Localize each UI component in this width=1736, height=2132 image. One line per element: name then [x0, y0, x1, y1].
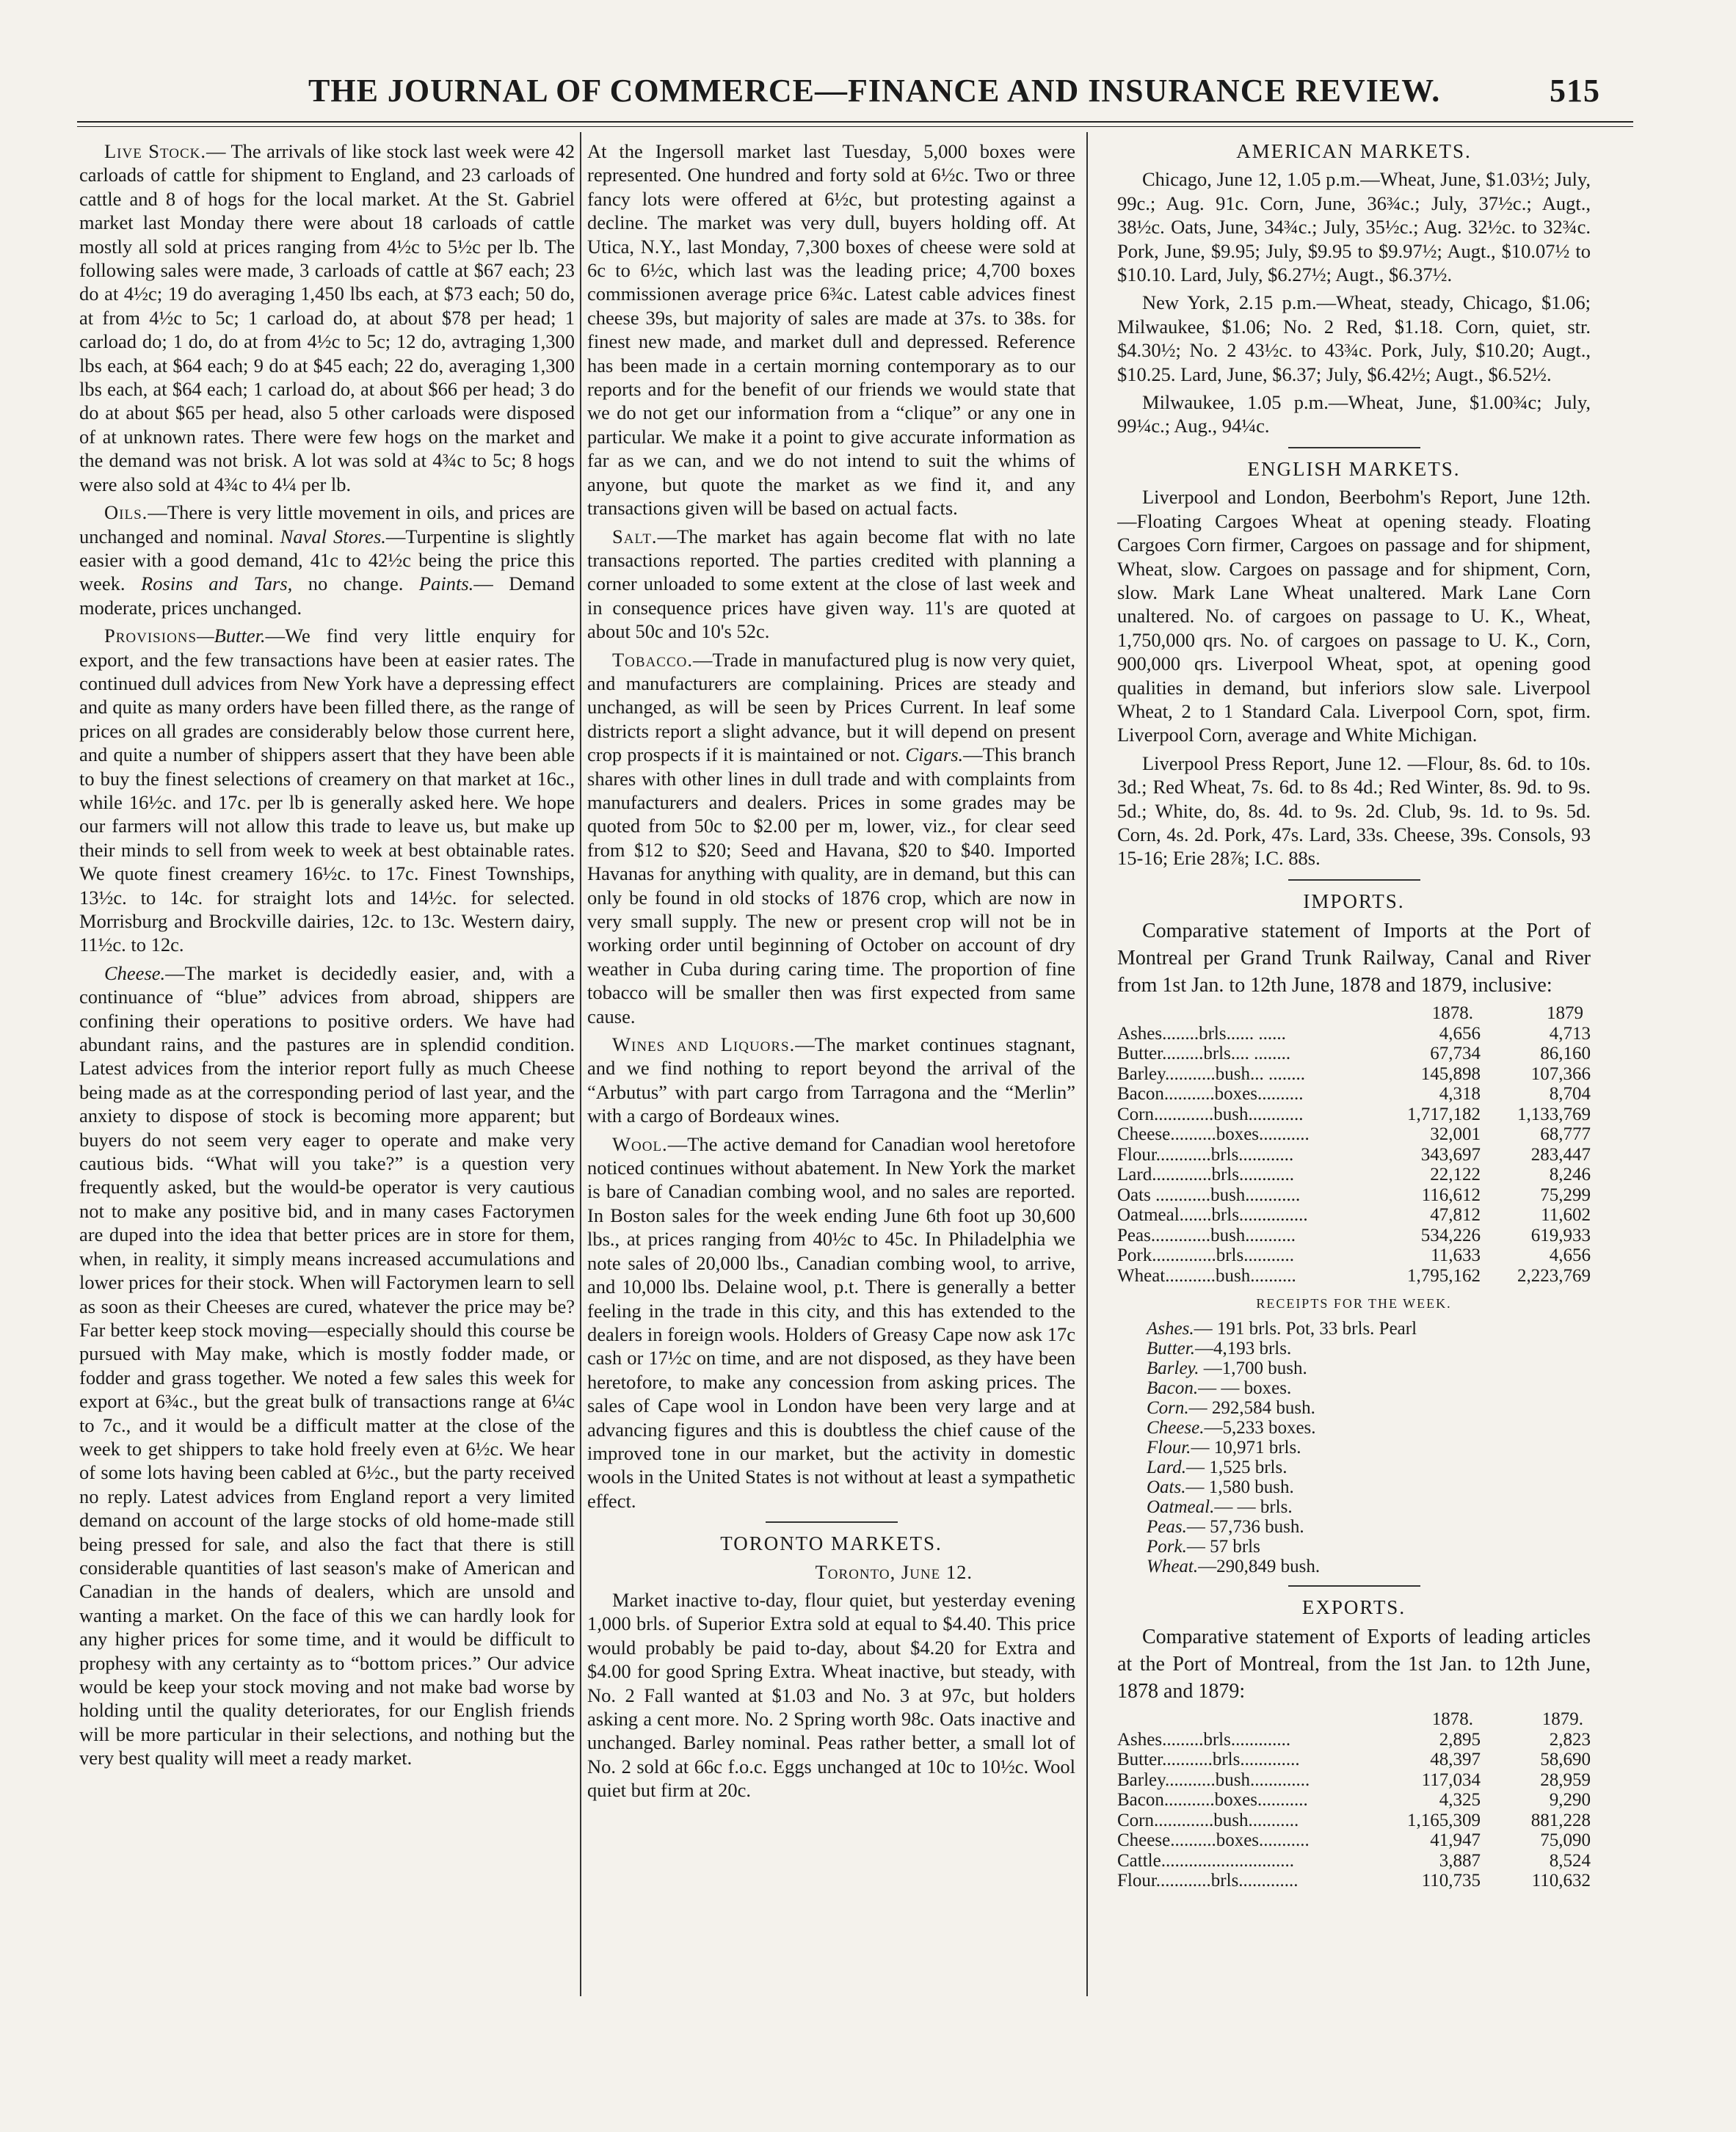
- row-value: 48,397: [1430, 1750, 1481, 1769]
- receipts-list: [1117, 1319, 1591, 1576]
- receipt-label: Flour.: [1147, 1437, 1191, 1458]
- paints-text: — Demand moderate, prices unchanged.: [79, 572, 575, 619]
- row-value: 8,246: [1549, 1165, 1591, 1185]
- receipt-text: — 292,584 bush.: [1188, 1397, 1315, 1418]
- row-value: 116,612: [1421, 1185, 1481, 1205]
- year-header: 1879: [1547, 1003, 1583, 1024]
- toronto-dateline: Toronto, June 12.: [815, 1560, 973, 1583]
- row-value: 117,034: [1421, 1769, 1481, 1790]
- receipt-item: [1147, 1438, 1591, 1458]
- row-label: Ashes........brls...... ......: [1117, 1023, 1286, 1044]
- column-divider-2: [1086, 132, 1088, 1996]
- wines-label: Wines and Liquors.: [612, 1033, 796, 1056]
- imports-intro: Comparative statement of Imports at the Port of Montreal per Grand Trunk Railway, Canal and River from 1st Jan. to 12th June, 1878 and 1879, inclusive:: [1117, 920, 1591, 997]
- row-value: 1,165,309: [1407, 1810, 1481, 1830]
- row-label: Pork..............brls...........: [1117, 1245, 1294, 1266]
- naval-stores-text: —Turpentine is slightly easier with a good demand, 41c to 42½c being the price this week.: [79, 525, 575, 595]
- receipt-text: — 1,525 brls.: [1185, 1457, 1288, 1477]
- table-row: [1117, 1811, 1591, 1831]
- exports-header-row: [1117, 1709, 1591, 1730]
- table-row: [1117, 1226, 1591, 1246]
- table-row: [1117, 1145, 1591, 1165]
- receipt-label: Oatmeal.: [1147, 1496, 1215, 1517]
- receipt-label: Bacon.: [1147, 1378, 1199, 1398]
- table-row: [1117, 1165, 1591, 1185]
- receipt-label: Butter.: [1147, 1338, 1195, 1358]
- receipt-text: — 1,580 bush.: [1185, 1477, 1294, 1497]
- table-row: [1117, 1851, 1591, 1871]
- row-label: Bacon...........boxes...........: [1117, 1790, 1308, 1810]
- year-header: 1878.: [1431, 1003, 1473, 1024]
- cigars-label: Cigars.: [905, 743, 964, 766]
- column-divider-1: [580, 132, 581, 1996]
- american-heading: AMERICAN MARKETS.: [1236, 140, 1472, 162]
- chicago-paragraph: Chicago, June 12, 1.05 p.m.—Wheat, June, $1.03½; July, 99c.; Aug. 91c. Corn, June, 36¾c.; July, 37½c.; Augt., 38½c. Oats, June, 34¾c.; July, 35½c.; Aug. 32½c. to 32¾c. Pork, June, $9.95; July, $9.95 to $9.97½; Augt., $10.07½ to $10.10. Lard, July, $6.27½; Augt., $6.37½.: [1117, 168, 1591, 286]
- running-head: [132, 72, 1600, 116]
- receipt-label: Barley.: [1147, 1358, 1199, 1378]
- imports-table: [1117, 1003, 1591, 1286]
- receipt-text: — 10,971 brls.: [1191, 1437, 1301, 1458]
- wool-paragraph: [587, 1132, 1075, 1513]
- row-label: Corn.............bush............: [1117, 1104, 1304, 1124]
- row-value: 283,447: [1530, 1144, 1591, 1165]
- row-label: Wheat...........bush..........: [1117, 1265, 1296, 1286]
- table-row: [1117, 1024, 1591, 1044]
- row-value: 110,735: [1421, 1871, 1481, 1891]
- wool-text: —The active demand for Canadian wool heretofore noticed continues without abatement. In New York the market is bare of Canadian combing wool, and no sales are reported. In Boston sales for the week ending June 6th foot up 30,600 lbs., at prices ranging from 40½c to 45c. In Philadelphia we note sales of 20,000 lbs., Canadian combing wool, to arrive, and 10,000 lbs. Delaine wool, p.t. There is generally a better feeling in the trade in this city, and this has extended to the dealers in foreign wools. Holders of Greasy Cape now ask 17c cash or 17½c on time, and are not disposed, as they have been heretofore, to make any concession from asking prices. The sales of Cape wool in London have been very large and at advancing figures and this is doubtless the chief cause of the improved tone in our market, but the activity in domestic wools in the United States is not without at least a sympathetic effect.: [587, 1132, 1075, 1512]
- section-rule: [1288, 1585, 1420, 1587]
- table-row: [1117, 1790, 1591, 1811]
- table-row: [1117, 1124, 1591, 1145]
- row-value: 86,160: [1540, 1044, 1591, 1064]
- rosins-text: no change.: [292, 572, 404, 595]
- receipt-item: [1147, 1358, 1591, 1378]
- english-paragraph-2: Liverpool Press Report, June 12. —Flour, 8s. 6d. to 10s. 3d.; Red Wheat, 7s. 6d. to 8s 4d.; Red Winter, 8s. 9d. to 9s. 5d.; White, do, 8s. 4d. to 9s. 2d. Club, 9s. 1d. to 9s. 5d. Corn, 4s. 2d. Pork, 47s. Lard, 33s. Cheese, 39s. Consols, 93 15-16; Erie 28⅞; I.C. 88s.: [1117, 752, 1591, 870]
- row-label: Peas.............bush...........: [1117, 1225, 1296, 1245]
- receipt-label: Peas.: [1147, 1516, 1187, 1537]
- receipt-item: [1147, 1398, 1591, 1418]
- receipt-item: [1147, 1537, 1591, 1557]
- receipts-heading: RECEIPTS FOR THE WEEK.: [1256, 1296, 1452, 1311]
- receipt-text: — 57 brls: [1186, 1536, 1260, 1557]
- paints-label: Paints.: [418, 572, 474, 595]
- wines-paragraph: [587, 1033, 1075, 1128]
- row-value: 8,524: [1549, 1850, 1591, 1871]
- toronto-paragraph: Market inactive to-day, flour quiet, but yesterday evening 1,000 brls. of Superior Extra sold at equal to $4.40. This price would probably be paid to-day, about $4.20 for Extra and $4.00 for good Spring Extra. Wheat inactive, but steady, with No. 2 Fall wanted at $1.03 and No. 3 at 97c, but holders asking a cent more. No. 2 Spring worth 98c. Oats inactive and unchanged. Barley nominal. Peas rather better, a small lot of No. 2 sold at 66c f.o.c. Eggs unchanged at 10c to 10½c. Wool quiet but firm at 20c.: [587, 1588, 1075, 1802]
- live-stock-text: — The arrivals of like stock last week were 42 carloads of cattle for shipment to England, and 23 carloads of cattle and 8 of hogs for the local market. At the St. Gabriel market last Monday there were about 18 carloads of cattle mostly all sold at prices ranging from 4½c to 5½c per lb. The following sales were made, 3 carloads of cattle at $67 each; 23 do at 4½c; 19 do averaging 1,450 lbs each, at $73 each; 50 do, at from 4½c to 5c; 1 carload do, at about $78 per head; 1 carload do; 1 do, do at from 4½c to 5c; 12 do, avtraging 1,300 lbs each, at $64 each; 9 do at $45 each; 22 do, averaging 1,300 lbs each, at $64 each; 1 carload do, at about $66 per head; 3 do do at about $65 per head, also 5 other carloads were disposed of at unknown rates. There were few hogs on the market and the demand was not brisk. A lot was sold at 4¾c to 5c; 8 hogs were also sold at 4¾c to 4¼ per lb.: [79, 140, 575, 495]
- row-label: Cattle.............................: [1117, 1850, 1294, 1871]
- receipt-text: — — boxes.: [1198, 1378, 1292, 1398]
- row-label: Flour............brls............: [1117, 1144, 1294, 1165]
- salt-paragraph: [587, 525, 1075, 644]
- toronto-heading: TORONTO MARKETS.: [720, 1532, 943, 1555]
- row-value: 28,959: [1540, 1769, 1591, 1790]
- oils-text: —There is very little movement in oils, and prices are unchanged and nominal.: [79, 501, 575, 547]
- live-stock-paragraph: [79, 139, 575, 496]
- row-label: Bacon...........boxes..........: [1117, 1084, 1304, 1105]
- table-row: [1117, 1245, 1591, 1266]
- wool-label: Wool.: [612, 1132, 668, 1155]
- live-stock-label: Live Stock.: [104, 140, 207, 162]
- cheese-paragraph: [79, 961, 575, 1770]
- middle-column: [587, 139, 1075, 2018]
- header-rule-thin: [77, 126, 1633, 127]
- receipt-label: Pork.: [1147, 1536, 1187, 1557]
- salt-label: Salt.: [612, 525, 658, 547]
- english-paragraph-1: Liverpool and London, Beerbohm's Report, June 12th. —Floating Cargoes Wheat at opening steady. Floating Cargoes Corn firmer, Cargoes on passage and for shipment, Wheat, slow. Cargoes on passage and for shipment, Corn, slow. Mark Lane Wheat unaltered. Mark Lane Corn unaltered. No. of cargoes on passage to U. K., Wheat, 1,750,000 qrs. No. of cargoes on passage to U. K., Corn, 900,000 qrs. Liverpool Wheat, spot, at opening good qualities in demand, but inferiors slow sale. Liverpool Wheat, 2 to 1 Standard Cala. Liverpool Corn, spot, firm. Liverpool Corn, average and White Michigan.: [1117, 486, 1591, 746]
- journal-title: THE JOURNAL OF COMMERCE—FINANCE AND INSURANCE REVIEW.: [308, 73, 1441, 109]
- row-value: 47,812: [1430, 1205, 1481, 1226]
- cheese-text: —The market is decidedly easier, and, with a continuance of “blue” advices from abroad, shippers are confining their operations to positive orders. We have had abundant rains, and the pastures are in splendid condition. Latest advices from the interior report fully as much Cheese being made as at the corresponding period of last year, and the anxiety to dispose of stock is becoming more apparent; but buyers do not seem very eager to operate and make very cautious bids. “What will you take?” is a question very frequently asked, but the would-be operator is very cautious not to make any positive bid, and in many cases Factorymen are duped into the idea that better prices are in store for them, when, in reality, it simply means increased accumulations and lower prices for their stock. When will Factorymen learn to sell as soon as their Cheeses are cured, whatever the price may be? Far better keep stock moving—especially should this course be pursued with May make, which is mostly fodder made, or fodder and grass together. We noted a few sales this week for export at 6¾c., but the great bulk of transactions range at 6¼c to 7c., and it would be a difficult matter at the close of the week to get shippers to take hold freely even at 6½c. We hear of some lots having been cabled at 6½c., but the party received no reply. Latest advices from England report a very limited demand on account of the large stocks of old home-made still being pressed for sale, and also the fact that there is still considerable quantities of last season's make of American and Canadian in the hands of dealers, which are unsold and wanting a market. On the face of this we can hardly look for any higher prices for some time, and it would be difficult to prophesy with any certainty as to “bottom prices.” Our advice would be keep your stock moving and not make bad worse by holding until the quality deteriorates, for our English friends will be more particular in their selections, and nothing but the very best quality will meet a ready market.: [79, 961, 575, 1769]
- row-value: 75,299: [1540, 1185, 1591, 1205]
- row-value: 534,226: [1420, 1225, 1481, 1245]
- table-row: [1117, 1871, 1591, 1891]
- row-value: 619,933: [1530, 1225, 1591, 1245]
- naval-stores-label: Naval Stores.: [280, 525, 386, 547]
- receipt-item: [1147, 1458, 1591, 1477]
- receipt-text: — — brls.: [1214, 1496, 1293, 1517]
- receipt-item: [1147, 1319, 1591, 1339]
- row-value: 4,656: [1439, 1023, 1481, 1044]
- wines-text: —The market continues stagnant, and we find nothing to report beyond the arrival of the “Arbutus” with part cargo from Tarragona and the “Merlin” with a cargo of Bordeaux wines.: [587, 1033, 1075, 1127]
- row-value: 4,713: [1549, 1023, 1591, 1044]
- row-value: 9,290: [1549, 1790, 1591, 1810]
- row-label: Lard.............brls............: [1117, 1165, 1294, 1185]
- receipt-text: —4,193 brls.: [1194, 1338, 1292, 1358]
- table-row: [1117, 1105, 1591, 1125]
- row-value: 110,632: [1531, 1871, 1591, 1891]
- imports-heading: IMPORTS.: [1303, 889, 1405, 912]
- row-value: 343,697: [1420, 1144, 1481, 1165]
- oils-paragraph: [79, 501, 575, 619]
- row-value: 41,947: [1430, 1830, 1481, 1850]
- receipt-item: [1147, 1477, 1591, 1497]
- section-rule: [1288, 447, 1420, 448]
- year-header: 1878.: [1431, 1709, 1473, 1729]
- cheese-label: Cheese.: [104, 961, 166, 984]
- header-rule-thick: [77, 121, 1633, 123]
- row-value: 2,895: [1439, 1729, 1481, 1750]
- tobacco-paragraph: [587, 648, 1075, 1029]
- receipt-label: Oats.: [1147, 1477, 1186, 1497]
- row-value: 11,602: [1541, 1205, 1591, 1226]
- provisions-paragraph: [79, 624, 575, 957]
- table-row: [1117, 1185, 1591, 1206]
- table-row: [1117, 1830, 1591, 1851]
- row-label: Butter...........brls.............: [1117, 1750, 1300, 1769]
- row-value: 881,228: [1530, 1810, 1591, 1830]
- row-value: 4,656: [1549, 1245, 1591, 1266]
- row-value: 145,898: [1420, 1063, 1481, 1084]
- receipt-text: —1,700 bush.: [1199, 1358, 1307, 1378]
- provisions-text: —We find very little enquiry for export, and the few transactions have been at easier rates. The continued dull advices from New York have a depressing effect and quite as many orders have been filled there, as the range of prices on all grades are considerably below those current here, and quite a number of shippers assert that they have been able to buy the finest selections of creamery on that market at 16c., while 16½c. and 17c. per lb is generally asked here. We hope our farmers will not allow this trade to leave us, but make up their minds to sell from week to week at best obtainable rates. We quote finest creamery 16½c. to 17c. Finest Townships, 13½c. to 14c. for straight lots and 14½c. for selected. Morrisburg and Brockville dairies, 12c. to 13c. Western dairy, 11½c. to 12c.: [79, 625, 575, 956]
- table-row: [1117, 1064, 1591, 1085]
- receipt-label: Ashes.: [1147, 1318, 1194, 1339]
- row-value: 3,887: [1439, 1850, 1481, 1871]
- table-row: [1117, 1770, 1591, 1791]
- receipt-item: [1147, 1418, 1591, 1438]
- imports-header-row: [1117, 1003, 1591, 1024]
- row-value: 67,734: [1430, 1044, 1481, 1064]
- butter-label: —Butter.: [197, 625, 266, 647]
- row-value: 4,318: [1439, 1084, 1481, 1105]
- receipt-label: Cheese.: [1147, 1417, 1205, 1438]
- oils-label: Oils.: [104, 501, 148, 524]
- english-heading: ENGLISH MARKETS.: [1247, 457, 1461, 480]
- row-value: 8,704: [1549, 1084, 1591, 1105]
- row-value: 2,223,769: [1517, 1265, 1591, 1286]
- cigars-text: —This branch shares with other lines in dull trade and with complaints from manufacturers and dealers. Prices in some grades may be quoted from 50c to $2.00 per m, lower, viz., for clear seed from $12 to $20; Seed and Havana, $20 to $40. Imported Havanas for anything with quality, are in demand, but this can only be found in old stocks of 1876 crop, which are now in very small supply. The new or present crop will not be in working order until beginning of October on account of dry weather in Cuba during caring time. The proportion of fine tobacco will be smaller then was first expected from same cause.: [587, 743, 1075, 1027]
- table-row: [1117, 1750, 1591, 1770]
- receipt-text: — 57,736 bush.: [1186, 1516, 1304, 1537]
- row-value: 1,795,162: [1407, 1265, 1481, 1286]
- table-row: [1117, 1205, 1591, 1226]
- receipt-item: [1147, 1557, 1591, 1576]
- row-value: 1,717,182: [1407, 1104, 1481, 1124]
- row-label: Oats ............bush............: [1117, 1185, 1301, 1205]
- receipt-text: — 191 brls. Pot, 33 brls. Pearl: [1194, 1318, 1417, 1339]
- row-value: 4,325: [1439, 1790, 1481, 1810]
- tobacco-label: Tobacco.: [612, 648, 693, 671]
- row-value: 68,777: [1540, 1124, 1591, 1145]
- receipt-item: [1147, 1517, 1591, 1537]
- receipt-item: [1147, 1497, 1591, 1517]
- right-column: [1117, 139, 1591, 2018]
- row-value: 32,001: [1430, 1124, 1481, 1145]
- tobacco-text: —Trade in manufactured plug is now very quiet, and manufacturers are complaining. Prices are steady and unchanged, as will be seen by Prices Current. In leaf some districts report a slight advance, but it will depend on present crop prospects if it is maintained or not.: [587, 648, 1075, 766]
- newyork-paragraph: New York, 2.15 p.m.—Wheat, steady, Chicago, $1.06; Milwaukee, $1.06; No. 2 Red, $1.18. Corn, quiet, str. $4.30½; No. 2 43½c. to 43¾c. Pork, July, $10.20; Augt., $10.25. Lard, June, $6.37; July, $6.42½; Augt., $6.52½.: [1117, 291, 1591, 385]
- row-label: Flour............brls.............: [1117, 1871, 1299, 1891]
- row-value: 11,633: [1431, 1245, 1481, 1266]
- table-row: [1117, 1044, 1591, 1064]
- row-label: Barley...........bush.............: [1117, 1769, 1310, 1790]
- receipt-label: Wheat.: [1147, 1556, 1199, 1576]
- row-value: 22,122: [1430, 1165, 1481, 1185]
- row-value: 1,133,769: [1517, 1104, 1591, 1124]
- row-label: Cheese..........boxes...........: [1117, 1830, 1310, 1850]
- left-column: [79, 139, 575, 2018]
- receipt-text: —5,233 boxes.: [1204, 1417, 1316, 1438]
- page-number: 515: [1550, 73, 1600, 109]
- row-label: Barley...........bush... ........: [1117, 1063, 1305, 1084]
- section-rule: [1288, 879, 1420, 881]
- row-value: 2,823: [1549, 1729, 1591, 1750]
- row-value: 58,690: [1540, 1750, 1591, 1769]
- provisions-label: Provisions: [104, 625, 197, 647]
- row-label: Cheese..........boxes...........: [1117, 1124, 1310, 1145]
- exports-intro: Comparative statement of Exports of leading articles at the Port of Montreal, from the 1st Jan. to 12th June, 1878 and 1879:: [1117, 1626, 1591, 1703]
- table-row: [1117, 1730, 1591, 1750]
- row-value: 75,090: [1540, 1830, 1591, 1850]
- table-row: [1117, 1266, 1591, 1287]
- receipt-label: Lard.: [1147, 1457, 1186, 1477]
- row-label: Butter.........brls.... ........: [1117, 1044, 1291, 1064]
- year-header: 1879.: [1541, 1709, 1583, 1729]
- receipt-item: [1147, 1339, 1591, 1358]
- receipt-item: [1147, 1378, 1591, 1398]
- ingersoll-paragraph: At the Ingersoll market last Tuesday, 5,000 boxes were represented. One hundred and forty sold at 6½c. Two or three fancy lots were offered at 6½c, but protesting against a decline. The market was very dull, buyers holding off. At Utica, N.Y., last Monday, 7,300 boxes of cheese were sold at 6c to 6½c, which last was the leading price; 4,700 boxes commissionen average price 6¾c. Latest cable advices finest cheese 39s, but majority of sales are made at 37s. to 38s. for finest new made, and market dull and depressed. Reference has been made in a certain morning contemporary as to our reports and for the benefit of our friends we would state that we do not get our information from a “clique” or any one in particular. We make it a point to give accurate information as far as we can, and we do not intend to suit the whims of anyone, but quote the market as we find it, and any transactions given will be based on actual facts.: [587, 140, 1075, 520]
- salt-text: —The market has again become flat with no late transactions reported. The parties credited with planning a corner unloaded to some extent at the close of last week and in consequence prices have given way. 11's are quoted at about 50c and 10's 52c.: [587, 525, 1075, 643]
- row-label: Corn.............bush...........: [1117, 1810, 1299, 1830]
- exports-heading: EXPORTS.: [1301, 1596, 1406, 1618]
- receipt-text: —290,849 bush.: [1198, 1556, 1321, 1576]
- table-row: [1117, 1084, 1591, 1105]
- row-value: 107,366: [1530, 1063, 1591, 1084]
- rosins-label: Rosins and Tars,: [141, 572, 293, 595]
- row-label: Ashes.........brls.............: [1117, 1729, 1291, 1750]
- section-rule: [766, 1521, 898, 1523]
- exports-table: [1117, 1709, 1591, 1891]
- row-label: Oatmeal.......brls...............: [1117, 1205, 1308, 1226]
- milwaukee-paragraph: Milwaukee, 1.05 p.m.—Wheat, June, $1.00¾c; July, 99¼c.; Aug., 94¼c.: [1117, 391, 1591, 437]
- receipt-label: Corn.: [1147, 1397, 1189, 1418]
